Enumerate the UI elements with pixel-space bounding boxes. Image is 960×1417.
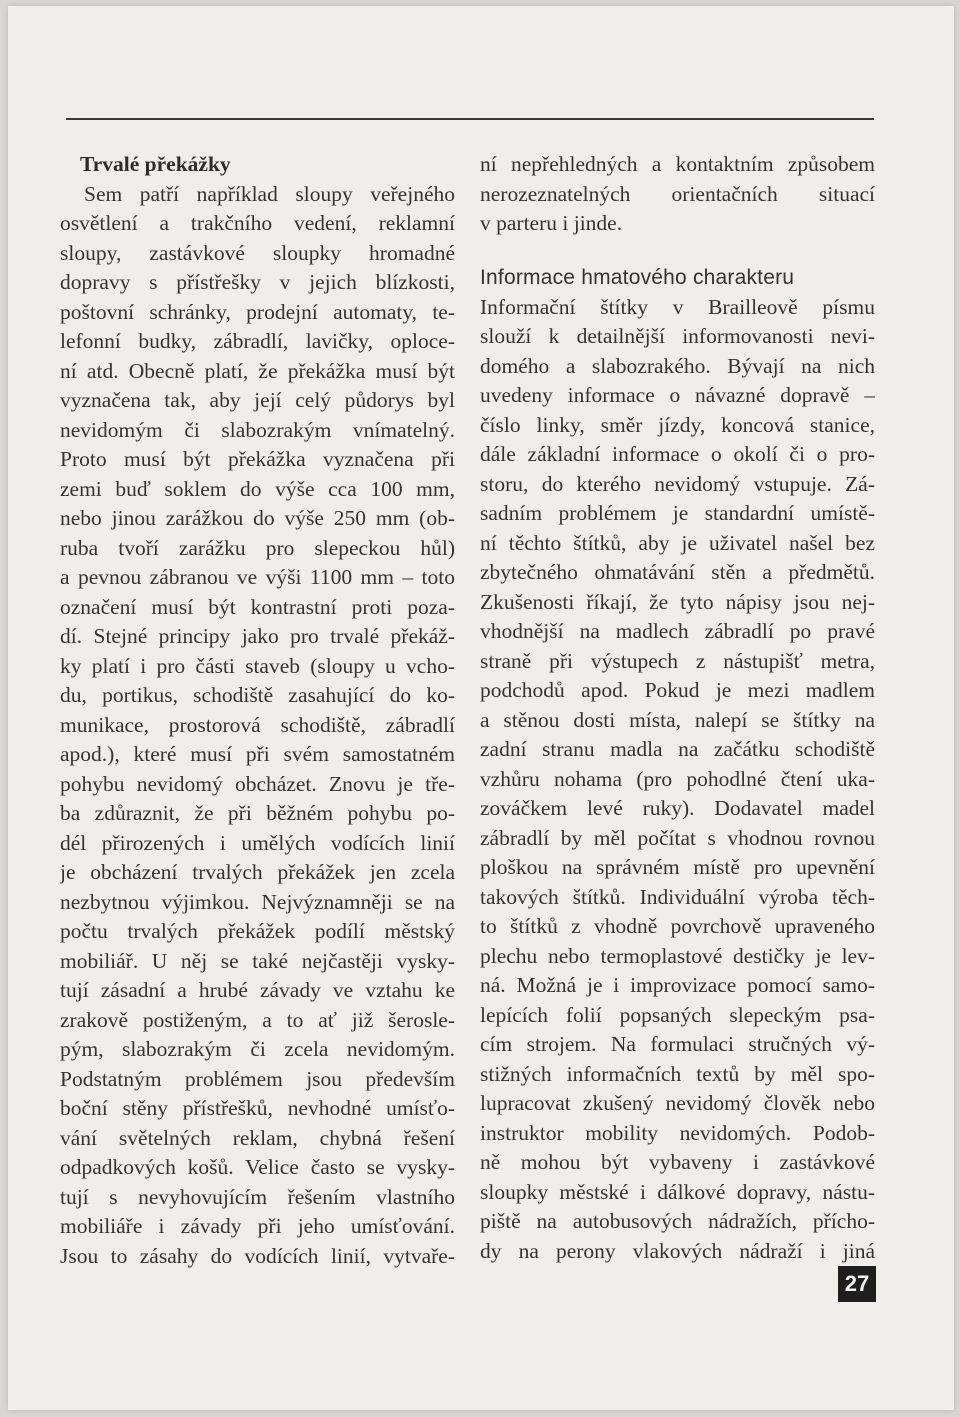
- left-column-text: [60, 180, 455, 1272]
- text-line: nebo jinou zarážkou do výše 250 mm (ob-: [60, 506, 455, 530]
- text-line: sadním problémem je standardní umístě-: [480, 501, 875, 525]
- text-line: to štítků z vhodně povrchově upraveného: [480, 914, 875, 938]
- text-line: apod.), které musí při svém samostatném: [60, 742, 455, 766]
- left-column: [60, 150, 455, 1271]
- text-line: mobiliáře i závady při jeho umísťování.: [60, 1214, 455, 1238]
- right-column-continued-text: [480, 150, 875, 239]
- header-rule: [66, 118, 874, 120]
- text-line: straně při výstupech z nástupišť metra,: [480, 648, 875, 673]
- text-line: takových štítků. Individuální výroba těch-: [480, 884, 875, 909]
- text-line: vyznačena tak, aby její celý půdorys byl: [60, 388, 455, 412]
- right-column-text: [480, 293, 875, 1267]
- section-heading-permanent-obstacles: Trvalé překážky: [80, 152, 231, 176]
- text-line: munikace, prostorová schodiště, zábradlí: [60, 712, 455, 737]
- text-line: ní těchto štítků, aby je uživatel našel bez: [480, 530, 875, 555]
- text-line: ploškou na správném místě pro upevnění: [480, 855, 875, 879]
- text-line: du, portikus, schodiště zasahující do ko-: [60, 683, 455, 707]
- text-line: Proto musí být překážka vyznačena při: [60, 447, 455, 471]
- text-line: zrakově postiženým, a to ať již šerosle-: [60, 1007, 455, 1032]
- text-line: lefonní budky, zábradlí, lavičky, oploce-: [60, 329, 455, 353]
- text-line: a stěnou dosti místa, nalepí se štítky na: [480, 707, 875, 732]
- text-line: dále základní informace o okolí či o pro-: [480, 442, 875, 466]
- text-line: Jsou to zásahy do vodících linií, vytvaře-: [60, 1243, 455, 1268]
- text-line: slouží k detailnější informovanosti nevi-: [480, 324, 875, 348]
- text-line: pým, slabozrakým či zcela nevidomým.: [60, 1037, 455, 1061]
- text-line: poštovní schránky, prodejní automaty, te-: [60, 299, 455, 324]
- text-line: a pevnou zábranou ve výši 1100 mm – toto: [60, 565, 455, 589]
- text-line: nezbytnou výjimkou. Nejvýznamněji se na: [60, 889, 455, 914]
- text-line: ní nepřehledných a kontaktním způsobem: [480, 152, 875, 176]
- text-line: domého a slabozrakého. Bývají na nich: [480, 353, 875, 378]
- text-line: ba zdůraznit, že při běžném pohybu po-: [60, 801, 455, 825]
- text-line: Informační štítky v Brailleově písmu: [480, 294, 875, 319]
- text-line: uvedeny informace o návazné dopravě –: [480, 383, 875, 407]
- text-line: tují s nevyhovujícím řešením vlastního: [60, 1184, 455, 1209]
- text-line: odpadkových košů. Velice často se vysky-: [60, 1155, 455, 1179]
- text-line: vhodnější na madlech zábradlí po pravé: [480, 619, 875, 643]
- text-line: dopravy s přístřešky v jejich blízkosti,: [60, 270, 455, 294]
- text-line: dy na perony vlakových nádraží i jiná: [480, 1238, 875, 1263]
- section-heading-tactile-information: Informace hmatového charakteru: [480, 265, 795, 289]
- text-line: číslo linky, směr jízdy, koncová stanice,: [480, 412, 875, 437]
- text-line: Sem patří například sloupy veřejného: [84, 181, 455, 206]
- text-line: cím strojem. Na formulaci stručných vý-: [480, 1032, 875, 1056]
- text-line: ná. Možná je i improvizace pomocí samo-: [480, 973, 875, 997]
- text-line: ky platí i pro části staveb (sloupy u vcho-: [60, 653, 455, 678]
- text-line: zemi buď soklem do výše cca 100 mm,: [60, 476, 455, 501]
- text-line: zadní stranu madla na začátku schodiště: [480, 737, 875, 761]
- text-line: zováčkem levé ruky). Dodavatel madel: [480, 796, 875, 820]
- text-line: pohybu nevidomý obcházet. Znovu je tře-: [60, 771, 455, 796]
- text-line: počtu trvalých překážek podílí městský: [60, 919, 455, 943]
- text-line: mobiliář. U něj se také nejčastěji vysky-: [60, 948, 455, 973]
- text-line: tují zásadní a hrubé závady ve vztahu ke: [60, 978, 455, 1002]
- text-line: plechu nebo termoplastové destičky je lev-: [480, 943, 875, 968]
- text-line: Zkušenosti říkají, že tyto nápisy jsou nej-: [480, 589, 875, 614]
- text-line: dí. Stejné principy jako pro trvalé překáž-: [60, 624, 455, 648]
- text-line: lepících folií popsaných slepeckým psa-: [480, 1002, 875, 1027]
- text-line: vání světelných reklam, chybná řešení: [60, 1125, 455, 1150]
- text-line: je obcházení trvalých překážek jen zcela: [60, 860, 455, 884]
- text-line: vzhůru nohama (pro pohodlné čtení uka-: [480, 766, 875, 791]
- text-line: ní atd. Obecně platí, že překážka musí být: [60, 358, 455, 383]
- text-line: v parteru i jinde.: [480, 211, 623, 235]
- page-number: 27: [838, 1266, 876, 1302]
- text-line: zábradlí by měl počítat s vhodnou rovnou: [480, 825, 875, 850]
- text-line: Podstatným problémem jsou především: [60, 1066, 455, 1091]
- text-line: sloupy, zastávkové sloupky hromadné: [60, 240, 455, 265]
- text-line: označení musí být kontrastní proti poza-: [60, 594, 455, 619]
- text-line: piště na autobusových nádražích, přícho-: [480, 1209, 875, 1233]
- text-line: ně mohou být vybaveny i zastávkové: [480, 1150, 875, 1174]
- text-line: sloupky městské i dálkové dopravy, nástu-: [480, 1179, 875, 1204]
- text-line: podchodů apod. Pokud je mezi madlem: [480, 678, 875, 702]
- text-line: nerozeznatelných orientačních situací: [480, 181, 875, 206]
- text-line: zbytečného ohmatávání stěn a předmětů.: [480, 560, 875, 584]
- text-line: ruba tvoří zarážku pro slepeckou hůl): [60, 535, 455, 560]
- text-line: osvětlení a trakčního vedení, reklamní: [60, 211, 455, 235]
- text-line: storu, do kterého nevidomý vstupuje. Zá-: [480, 471, 875, 496]
- text-line: instruktor mobility nevidomých. Podob-: [480, 1120, 875, 1145]
- text-line: dél přirozených i umělých vodících linií: [60, 830, 455, 855]
- text-line: stižných informačních textů by měl spo-: [480, 1061, 875, 1086]
- text-line: nevidomým či slabozrakým vnímatelný.: [60, 417, 455, 442]
- text-line: boční stěny přístřešků, nevhodné umísťo-: [60, 1096, 455, 1120]
- right-column: [480, 150, 875, 1266]
- text-line: lupracovat zkušený nevidomý člověk nebo: [480, 1091, 875, 1115]
